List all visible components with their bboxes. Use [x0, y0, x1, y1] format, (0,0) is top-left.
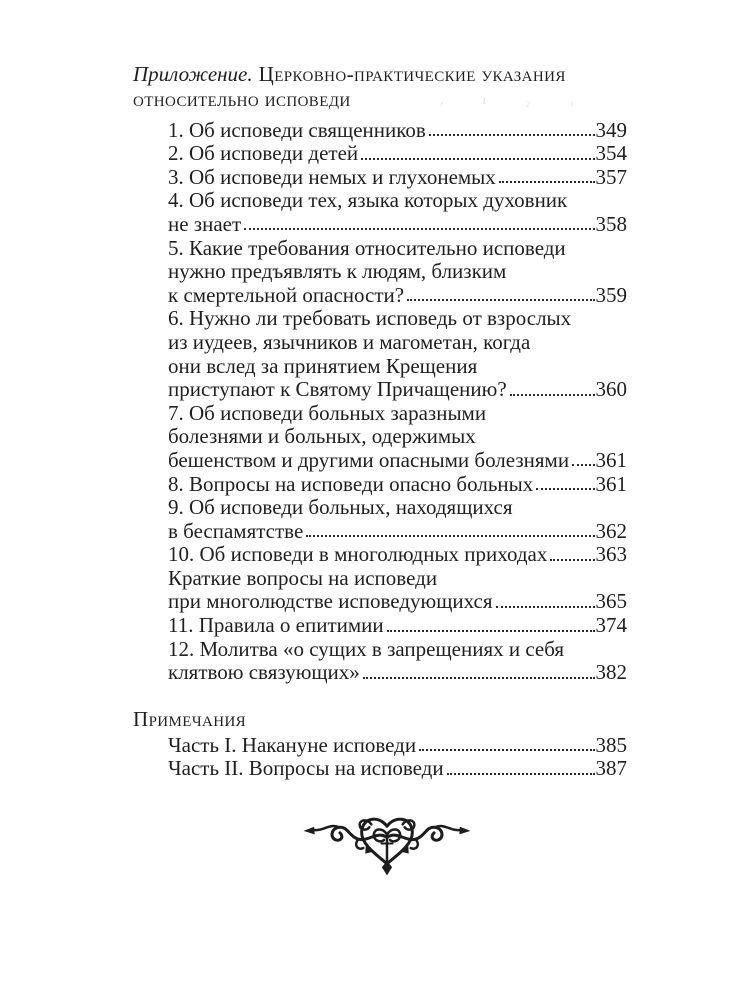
- toc-entry-text: при многолюдстве исповедующихся: [168, 589, 493, 614]
- toc-entry-text: 3. Об исповеди немых и глухонемых: [168, 164, 496, 189]
- appendix-toc-section: [133, 62, 627, 779]
- toc-entry-text: они вслед за принятием Крещения: [168, 353, 478, 378]
- toc-line: [168, 636, 627, 660]
- dot-leader: [363, 677, 595, 679]
- toc-line: [168, 235, 627, 259]
- toc-line: [168, 495, 627, 519]
- toc-line: [168, 589, 627, 613]
- toc-entry-text: 4. Об исповеди тех, языка которых духовник: [168, 188, 568, 213]
- toc-line: [168, 329, 627, 353]
- toc-line: [168, 756, 627, 780]
- page-number: 360: [595, 377, 627, 402]
- dot-leader: [244, 228, 594, 230]
- toc-entry-text: 5. Какие требования относительно исповеди: [168, 235, 566, 260]
- appendix-toc-list: [168, 117, 627, 683]
- toc-line: [168, 447, 627, 471]
- page-number: 358: [595, 211, 627, 236]
- toc-line: [168, 164, 627, 188]
- toc-entry-text: бешенством и другими опасными болезнями: [168, 447, 570, 472]
- page-number: 365: [595, 589, 627, 614]
- pencil-marks-artifact: , ι ₂ ₃: [440, 92, 592, 107]
- toc-line: [168, 400, 627, 424]
- appendix-heading-caps: Церковно-практические указания: [258, 62, 566, 86]
- toc-line: [168, 612, 627, 636]
- toc-entry-text: 2. Об исповеди детей: [168, 141, 359, 166]
- page-number: 357: [595, 164, 627, 189]
- toc-entry-text: из иудеев, язычников и магометан, когда: [168, 329, 531, 354]
- toc-line: [168, 188, 627, 212]
- dot-leader: [387, 630, 595, 632]
- dot-leader: [447, 773, 595, 775]
- appendix-heading: [133, 62, 627, 87]
- dot-leader: [536, 488, 594, 490]
- toc-entry-text: болезнями и больных, одержимых: [168, 424, 476, 449]
- toc-entry-text: к смертельной опасности?: [168, 282, 405, 307]
- toc-entry-text: нужно предъявлять к людям, близким: [168, 259, 507, 284]
- toc-entry-text: 1. Об исповеди священников: [168, 117, 426, 142]
- toc-line: [168, 732, 627, 756]
- toc-entry-text: 8. Вопросы на исповеди опасно больных: [168, 471, 534, 496]
- dot-leader: [361, 158, 594, 160]
- toc-entry-text: 10. Об исповеди в многолюдных приходах: [168, 542, 548, 567]
- toc-entry-text: 11. Правила о епитимии: [168, 613, 384, 638]
- page-number: 362: [595, 518, 627, 543]
- toc-line: [168, 117, 627, 141]
- ornament: [0, 811, 750, 877]
- toc-line: [168, 211, 627, 235]
- toc-entry-text: Краткие вопросы на исповеди: [168, 565, 438, 590]
- toc-entry-text: 12. Молитва «о сущих в запрещениях и себя: [168, 636, 565, 661]
- toc-line: [168, 542, 627, 566]
- toc-line: [168, 377, 627, 401]
- dot-leader: [429, 134, 595, 136]
- page-number: 385: [595, 732, 627, 757]
- dot-leader: [306, 535, 594, 537]
- toc-entry-text: не знает: [168, 211, 242, 236]
- page-number: 361: [595, 471, 627, 496]
- toc-line: [168, 141, 627, 165]
- dot-leader: [510, 394, 595, 396]
- page-number: 374: [595, 613, 627, 638]
- toc-entry-text: клятвою связующих»: [168, 660, 360, 685]
- toc-line: [168, 565, 627, 589]
- notes-toc-list: [168, 732, 627, 779]
- toc-line: [168, 660, 627, 684]
- toc-entry-text: Часть I. Накануне исповеди: [168, 732, 417, 757]
- toc-line: [168, 471, 627, 495]
- page-number: 363: [595, 542, 627, 567]
- toc-line: [168, 353, 627, 377]
- dot-leader: [496, 606, 595, 608]
- dot-leader: [419, 749, 594, 751]
- notes-section: [133, 707, 627, 779]
- appendix-heading-italic: Приложение.: [133, 62, 253, 86]
- toc-entry-text: приступают к Святому Причащению?: [168, 377, 507, 402]
- toc-entry-text: 6. Нужно ли требовать исповедь от взрослых: [168, 306, 572, 331]
- page-number: 382: [595, 660, 627, 685]
- dot-leader: [407, 299, 594, 301]
- notes-heading: Примечания: [133, 707, 247, 732]
- page-number: 359: [595, 282, 627, 307]
- toc-line: [168, 424, 627, 448]
- toc-entry-text: 7. Об исповеди больных заразными: [168, 400, 487, 425]
- appendix-heading-line2: относительно исповеди: [133, 86, 351, 111]
- page-number: 361: [595, 447, 627, 472]
- toc-entry-text: Часть II. Вопросы на исповеди: [168, 756, 444, 781]
- dot-leader: [572, 464, 594, 466]
- dot-leader: [550, 559, 594, 561]
- toc-line: [168, 518, 627, 542]
- toc-entry-text: в беспамятстве: [168, 518, 304, 543]
- flourish-icon: [301, 811, 473, 877]
- toc-line: [168, 306, 627, 330]
- page-number: 349: [595, 117, 627, 142]
- toc-entry-text: 9. Об исповеди больных, находящихся: [168, 495, 513, 520]
- page-number: 387: [595, 756, 627, 781]
- page-number: 354: [595, 141, 627, 166]
- toc-line: [168, 282, 627, 306]
- toc-line: [168, 259, 627, 283]
- dot-leader: [499, 181, 595, 183]
